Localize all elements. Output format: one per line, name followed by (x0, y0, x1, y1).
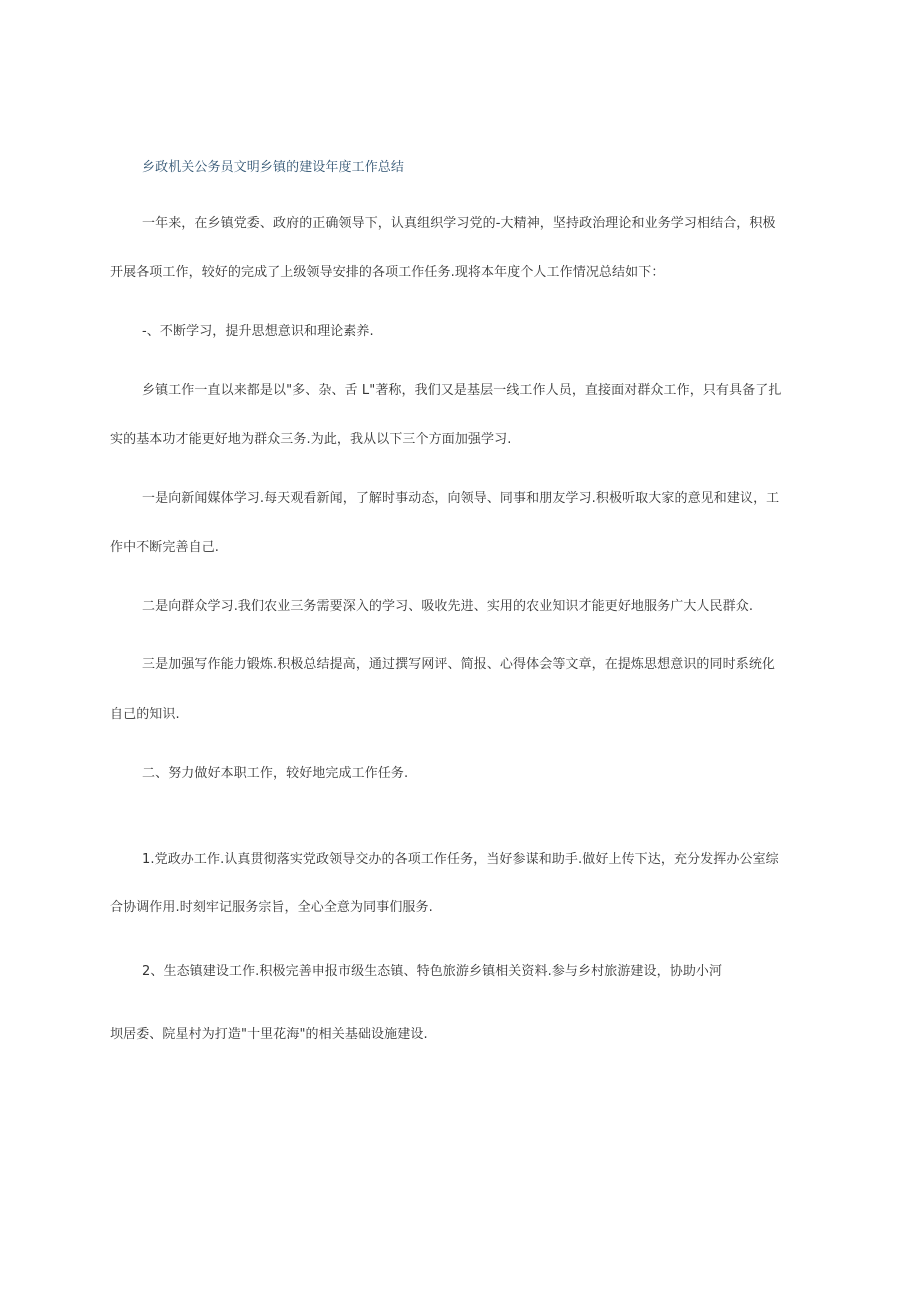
paragraph-line: 一年来，在乡镇党委、政府的正确领导下，认真组织学习党的-大精神，坚持政治理论和业务学习相结合，积极 (142, 216, 776, 231)
paragraph-line: 二是向群众学习.我们农业三务需要深入的学习、吸收先进、实用的农业知识才能更好地服务广大人民群众. (142, 599, 754, 614)
paragraph-line: 一是向新闻媒体学习.每天观看新闻，了解时事动态，向领导、同事和朋友学习.积极听取大家的意见和建议，工 (142, 491, 780, 506)
paragraph-line: 2、生态镇建设工作.积极完善申报市级生态镇、特色旅游乡镇相关资料.参与乡村旅游建设，协助小河 (142, 964, 723, 979)
paragraph-line: 1.党政办工作.认真贯彻落实党政领导交办的各项工作任务，当好参谋和助手.做好上传下达，充分发挥办公室综 (142, 852, 779, 867)
paragraph-line: 自己的知识. (110, 707, 180, 722)
paragraph-line: 三是加强写作能力锻炼.积极总结提高，通过撰写网评、简报、心得体会等文章，在提炼思想意识的同时系统化 (142, 657, 776, 672)
paragraph-line: 实的基本功才能更好地为群众三务.为此，我从以下三个方面加强学习. (110, 432, 512, 447)
document-title: 乡政机关公务员文明乡镇的建设年度工作总结 (142, 160, 405, 175)
paragraph-line: 坝居委、院星村为打造"十里花海"的相关基础设施建设. (110, 1027, 428, 1042)
paragraph-line: 开展各项工作，较好的完成了上级领导安排的各项工作任务.现将本年度个人工作情况总结如下： (110, 265, 665, 280)
paragraph-line: 合协调作用.时刻牢记服务宗旨，全心全意为同事们服务. (110, 900, 433, 915)
paragraph-line: 作中不断完善自己. (110, 540, 220, 555)
section-heading: -、不断学习，提升思想意识和理论素养. (142, 324, 374, 339)
paragraph-line: 乡镇工作一直以来都是以"多、杂、舌 L"著称，我们又是基层一线工作人员，直接面对群众工作，只有具备了扎 (142, 383, 782, 398)
section-heading: 二、努力做好本职工作，较好地完成工作任务. (142, 766, 409, 781)
